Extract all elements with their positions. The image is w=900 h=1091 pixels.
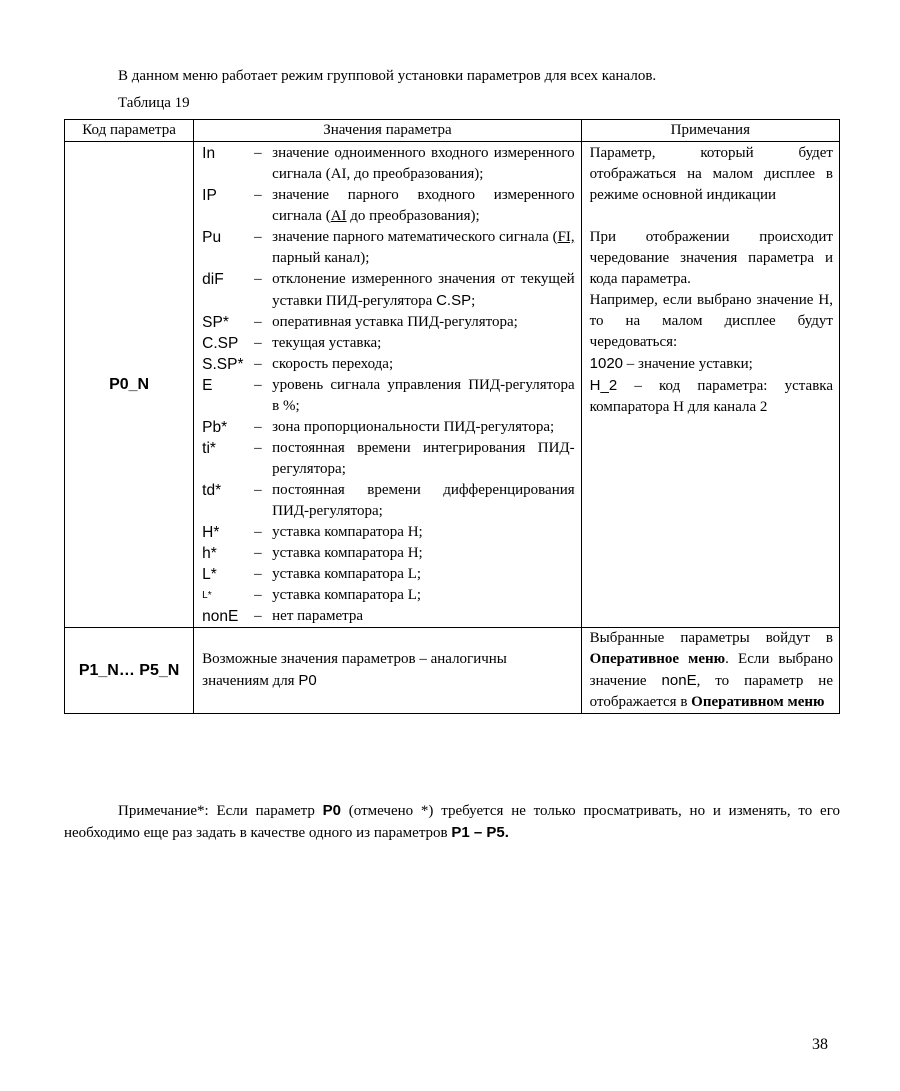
note-text: Параметр, который будет отображаться на малом дисплее в режиме основной индикации <box>589 145 833 203</box>
value-item <box>202 375 575 417</box>
parameter-notes <box>581 142 839 628</box>
value-dash: – <box>254 356 262 372</box>
value-dash: – <box>254 524 262 540</box>
value-dash: – <box>254 545 262 561</box>
value-text: Возможные значения параметров – аналогичны значениям для <box>202 651 507 689</box>
parameter-notes <box>581 628 839 714</box>
value-dash: – <box>254 587 262 603</box>
parameters-table <box>64 119 840 714</box>
footnote-code: P0 <box>322 802 341 819</box>
value-item <box>202 143 575 185</box>
value-key: In <box>202 145 216 162</box>
value-dash: – <box>254 482 262 498</box>
value-key: Pb* <box>202 419 228 436</box>
value-description: уровень сигнала управления ПИД-регулятора в %; <box>272 377 575 414</box>
footnote-code: P1 – P5. <box>451 824 509 841</box>
value-text-underlined: AI <box>330 208 347 224</box>
value-dash: – <box>254 335 262 351</box>
value-text: до преобразования); <box>346 208 480 224</box>
value-description: зона пропорциональности ПИД-регулятора; <box>272 419 555 435</box>
value-key: S.SP* <box>202 356 244 373</box>
value-key: nonE <box>202 608 239 625</box>
value-text: значение парного входного измеренного сигнала ( <box>272 187 575 224</box>
value-item <box>202 543 575 564</box>
note-text: При отображении происходит чередование значения параметра и кода параметра. <box>589 229 833 287</box>
value-item <box>202 438 575 480</box>
intro-text: В данном меню работает режим групповой установки параметров для всех каналов. <box>118 68 657 84</box>
value-text-underlined: FI, <box>557 229 575 245</box>
note-text: , то параметр не отображается в <box>589 673 833 710</box>
value-dash: – <box>254 440 262 456</box>
value-item <box>202 269 575 312</box>
value-description: значение одноименного входного измеренного сигнала (AI, до преобразования); <box>272 145 575 182</box>
value-dash: – <box>254 377 262 393</box>
note-text <box>590 353 833 375</box>
parameter-code: P1_N… P5_N <box>65 628 194 714</box>
value-key: C.SP <box>202 335 239 352</box>
value-code: C.SP <box>436 292 472 309</box>
value-key: L* <box>202 566 217 583</box>
value-description <box>272 227 575 269</box>
note-code: 1020 <box>589 355 624 372</box>
note-code: H_2 <box>589 377 618 394</box>
value-item <box>202 312 575 333</box>
header-values: Значения параметра <box>194 120 582 142</box>
value-key: td* <box>202 482 222 499</box>
note-text: – код параметра: уставка компаратора H для канала 2 <box>589 378 833 415</box>
value-item <box>202 417 575 438</box>
value-dash: – <box>254 608 262 624</box>
value-key: h* <box>202 545 217 562</box>
value-item <box>202 606 575 627</box>
table-row <box>65 142 840 628</box>
value-description: нет параметра <box>272 608 364 624</box>
value-description: уставка компаратора H; <box>272 545 423 561</box>
value-key: Pu <box>202 229 222 246</box>
footnote <box>64 800 840 844</box>
value-key: L* <box>202 590 212 601</box>
note-spacer <box>590 206 833 227</box>
header-code: Код параметра <box>65 120 194 142</box>
value-dash: – <box>254 419 262 435</box>
value-item <box>202 185 575 227</box>
value-dash: – <box>254 314 262 330</box>
value-item <box>202 522 575 543</box>
table-row <box>65 628 840 714</box>
note-text: – значение уставки; <box>623 356 753 372</box>
table-header-row <box>65 120 840 142</box>
value-item <box>202 585 575 606</box>
value-text: значение парного математического сигнала ( <box>272 229 558 245</box>
note-text: Например, если выбрано значение H, то на малом дисплее будут чередоваться: <box>589 292 833 350</box>
footnote-text: Примечание*: Если параметр <box>118 803 323 819</box>
value-description <box>272 269 575 312</box>
header-notes: Примечания <box>581 120 839 142</box>
value-description: постоянная времени интегрирования ПИД-регулятора; <box>272 440 575 477</box>
value-description: уставка компаратора L; <box>272 566 422 582</box>
value-key: ti* <box>202 440 216 457</box>
parameter-code: P0_N <box>65 142 194 628</box>
note-text: . Если выбрано значение <box>589 651 833 689</box>
note-code: nonE <box>661 672 697 689</box>
value-description: текущая уставка; <box>272 335 382 351</box>
value-key: H* <box>202 524 220 541</box>
value-dash: – <box>254 187 262 203</box>
value-description: скорость перехода; <box>272 356 394 372</box>
value-key: SP* <box>202 314 229 331</box>
value-dash: – <box>254 229 262 245</box>
parameter-values <box>194 142 582 628</box>
note-text <box>590 375 833 418</box>
note-bold: Оперативное меню <box>589 651 726 667</box>
value-dash: – <box>254 145 262 161</box>
value-text: ; <box>471 293 476 309</box>
note-bold: Оперативном меню <box>691 694 825 710</box>
value-item <box>202 354 575 375</box>
value-code: P0 <box>298 672 317 689</box>
value-item <box>202 480 575 522</box>
value-description <box>272 185 575 227</box>
value-key: IP <box>202 187 217 204</box>
footnote-text: (отмечено *) требуется не только просматривать, но и изменять, то его необходимо еще раз задать в качестве одного из параметров <box>64 803 840 841</box>
page-number: 38 <box>812 1036 828 1053</box>
value-dash: – <box>254 271 262 287</box>
parameter-values <box>194 628 582 714</box>
table-caption: Таблица 19 <box>118 95 190 111</box>
value-item <box>202 333 575 354</box>
value-description: оперативная уставка ПИД-регулятора; <box>272 314 518 330</box>
value-item <box>202 227 575 269</box>
value-description: уставка компаратора H; <box>272 524 423 540</box>
value-key: diF <box>202 271 224 288</box>
value-description: уставка компаратора L; <box>272 587 422 603</box>
value-key: E <box>202 377 213 394</box>
value-text: отклонение измеренного значения от текущей уставки ПИД-регулятора <box>272 271 575 309</box>
value-dash: – <box>254 566 262 582</box>
value-text: парный канал); <box>272 250 370 266</box>
note-text: Выбранные параметры войдут в <box>589 630 833 646</box>
value-item <box>202 564 575 585</box>
value-description: постоянная времени дифференцирования ПИД-регулятора; <box>272 482 575 519</box>
